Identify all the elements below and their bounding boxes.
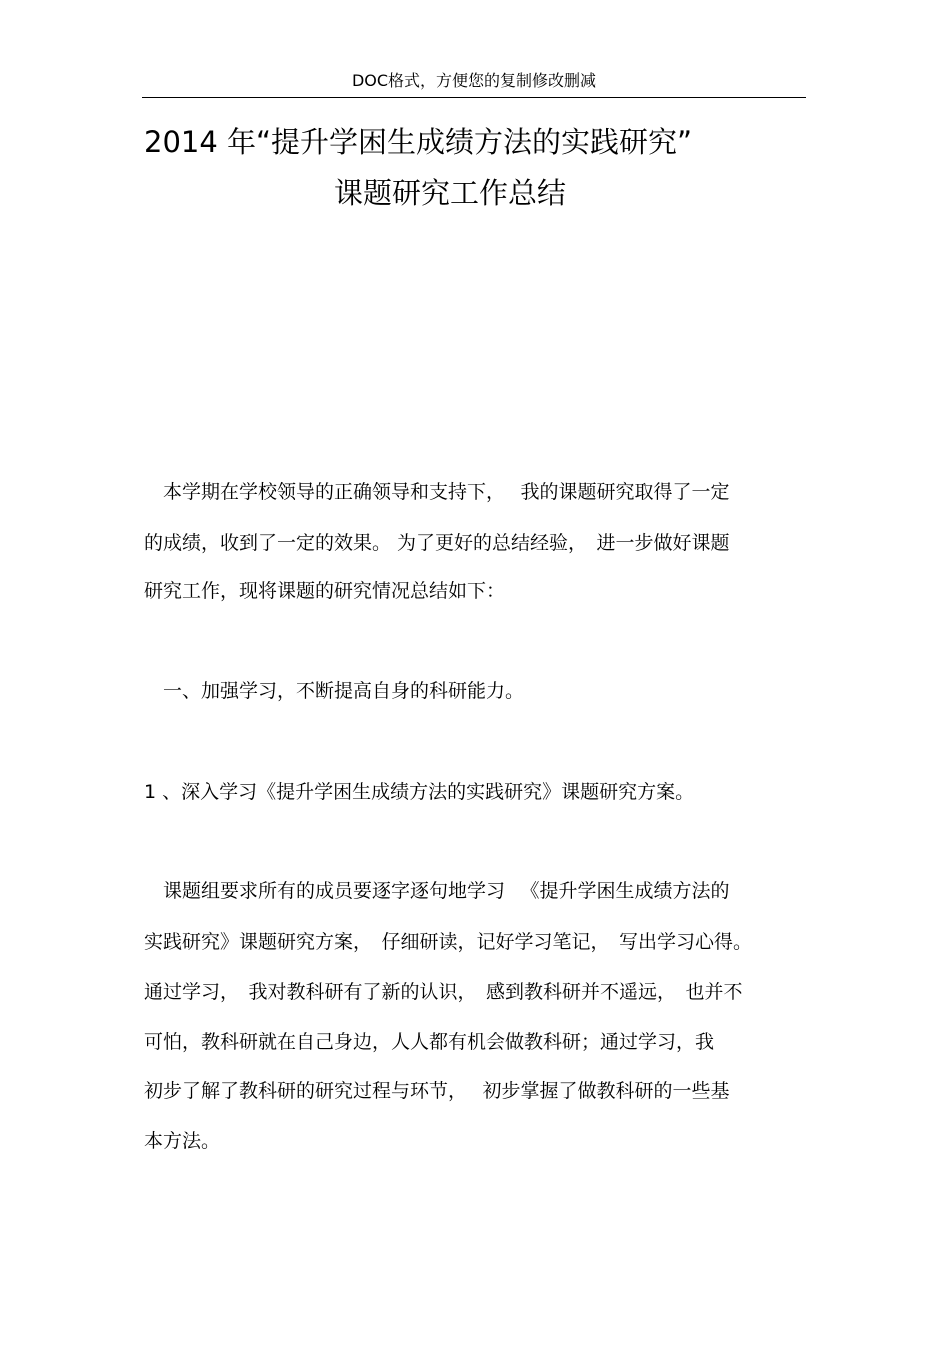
paragraph-line-1: 课题组要求所有的成员要逐字逐句地学习 《提升学困生成绩方法的 [144,880,730,902]
paragraph-line-6: 本方法。 [144,1130,221,1152]
intro-line-2: 的成绩，收到了一定的效果。 为了更好的总结经验， 进一步做好课题 [144,532,730,554]
paragraph-line-3: 通过学习， 我对教科研有了新的认识， 感到教科研并不遥远， 也并不 [144,981,743,1003]
intro-line-1: 本学期在学校领导的正确领导和支持下， 我的课题研究取得了一定 [144,481,730,503]
paragraph-line-2: 实践研究》课题研究方案， 仔细研读，记好学习笔记， 写出学习心得。 [144,931,753,953]
page-header: DOC格式，方便您的复制修改删减 [351,71,597,90]
paragraph-line-4: 可怕，教科研就在自己身边，人人都有机会做教科研；通过学习，我 [144,1031,715,1053]
document-title-line-2: 课题研究工作总结 [334,176,567,210]
section-heading-1: 一、加强学习，不断提高自身的科研能力。 [144,680,525,702]
document-title-line-1: 2014 年“提升学困生成绩方法的实践研究” [144,125,693,159]
paragraph-line-5: 初步了解了教科研的研究过程与环节， 初步掌握了做教科研的一些基 [144,1080,730,1102]
subsection-heading-1: 1 、深入学习《提升学困生成绩方法的实践研究》课题研究方案。 [144,781,695,803]
header-divider [142,97,806,98]
intro-line-3: 研究工作，现将课题的研究情况总结如下： [144,580,506,602]
